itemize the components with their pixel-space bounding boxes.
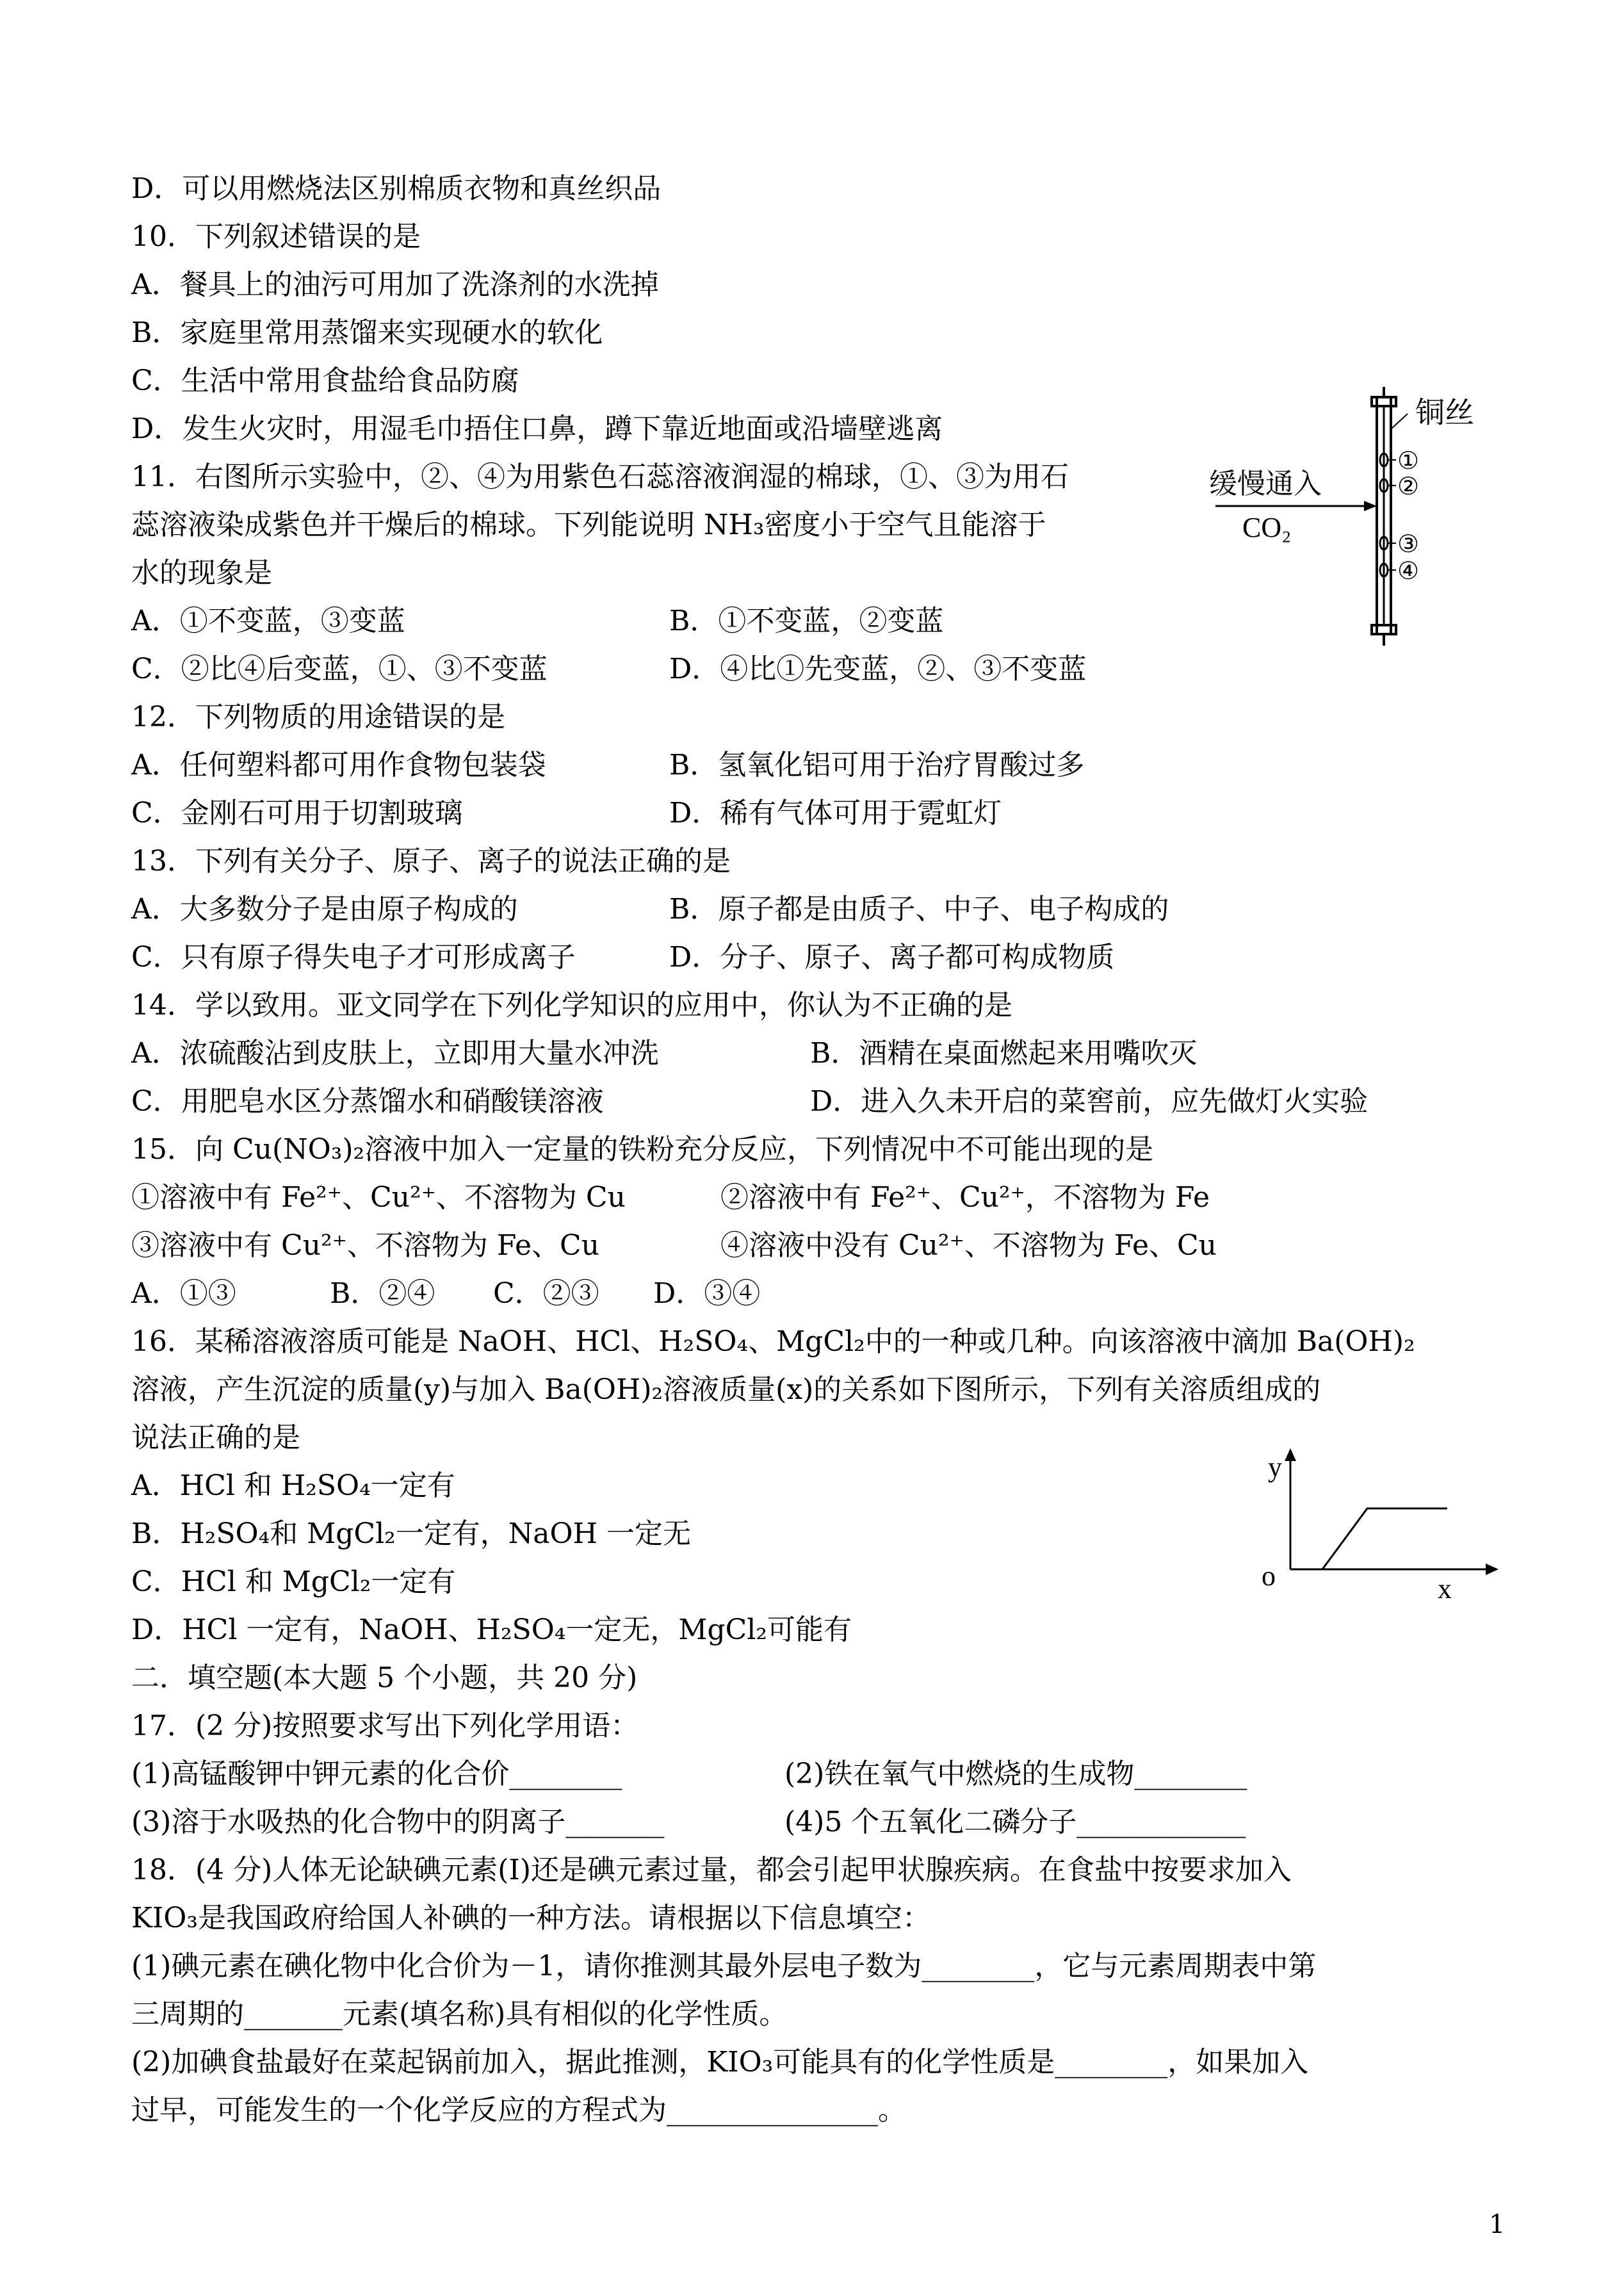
q9-option-d: D．可以用燃烧法区别棉质衣物和真丝织品 xyxy=(131,172,662,205)
q18-part-1-line1: (1)碘元素在碘化物中化合价为－1，请你推测其最外层电子数为________，它与元素周期表中第 xyxy=(131,1950,1317,1982)
q11-option-b: B．①不变蓝，②变蓝 xyxy=(669,605,944,637)
q11-option-c: C．②比④后变蓝，①、③不变蓝 xyxy=(131,653,548,685)
q10-option-b: B．家庭里常用蒸馏来实现硬水的软化 xyxy=(131,316,603,349)
ball-3-label: ③ xyxy=(1397,530,1420,558)
q14-option-c: C．用肥皂水区分蒸馏水和硝酸镁溶液 xyxy=(131,1085,604,1118)
q17-stem: 17．(2 分)按照要求写出下列化学用语： xyxy=(131,1710,639,1742)
q11-stem-line1: 11．右图所示实验中，②、④为用紫色石蕊溶液润湿的棉球，①、③为用石 xyxy=(131,461,1069,493)
q18-stem-line1: 18．(4 分)人体无论缺碘元素(I)还是碘元素过量，都会引起甲状腺疾病。在食盐中按要求加入 xyxy=(131,1854,1292,1886)
q13-option-d: D．分子、原子、离子都可构成物质 xyxy=(669,941,1115,974)
tube-experiment-figure xyxy=(1204,378,1498,653)
q15-case-3: ③溶液中有 Cu²⁺、不溶物为 Fe、Cu xyxy=(131,1229,600,1262)
q11-stem-line2: 蕊溶液染成紫色并干燥后的棉球。下列能说明 NH₃密度小于空气且能溶于 xyxy=(131,509,1046,541)
q18-part-2-line1: (2)加碘食盐最好在菜起锅前加入，据此推测，KIO₃可能具有的化学性质是________，如果加入 xyxy=(131,2046,1309,2079)
q10-option-a: A．餐具上的油污可用加了洗涤剂的水洗掉 xyxy=(131,268,659,301)
co2-label: CO₂ xyxy=(1242,512,1292,543)
q13-stem: 13．下列有关分子、原子、离子的说法正确的是 xyxy=(131,845,731,878)
q15-option-d: D．③④ xyxy=(653,1277,761,1310)
q16-stem-line2: 溶液，产生沉淀的质量(y)与加入 Ba(OH)₂溶液质量(x)的关系如下图所示，下列有关溶质组成的 xyxy=(131,1373,1321,1406)
q12-option-a: A．任何塑料都可用作食物包装袋 xyxy=(131,749,546,781)
q18-part-1-line2: 三周期的_______元素(填名称)具有相似的化学性质。 xyxy=(131,1998,788,2030)
q13-option-b: B．原子都是由质子、中子、电子构成的 xyxy=(669,893,1169,926)
q12-option-c: C．金刚石可用于切割玻璃 xyxy=(131,797,463,829)
q15-case-2: ②溶液中有 Fe²⁺、Cu²⁺，不溶物为 Fe xyxy=(720,1181,1210,1214)
q18-stem-line2: KIO₃是我国政府给国人补碘的一种方法。请根据以下信息填空： xyxy=(131,1902,930,1934)
q17-part-1: (1)高锰酸钾中钾元素的化合价________ xyxy=(131,1758,622,1790)
q15-case-4: ④溶液中没有 Cu²⁺、不溶物为 Fe、Cu xyxy=(720,1229,1217,1262)
inlet-label: 缓慢通入 xyxy=(1209,468,1322,500)
q16-option-a: A．HCl 和 H₂SO₄一定有 xyxy=(131,1469,455,1502)
q10-option-d: D．发生火灾时，用湿毛巾捂住口鼻，蹲下靠近地面或沿墙壁逃离 xyxy=(131,412,943,445)
q12-option-b: B．氢氧化铝可用于治疗胃酸过多 xyxy=(669,749,1085,781)
ball-1-label: ① xyxy=(1397,446,1420,475)
q17-part-3: (3)溶于水吸热的化合物中的阴离子_______ xyxy=(131,1806,665,1838)
q16-stem-line3: 说法正确的是 xyxy=(131,1421,300,1454)
graph-origin-label: o xyxy=(1262,1560,1276,1592)
q15-stem: 15．向 Cu(NO₃)₂溶液中加入一定量的铁粉充分反应，下列情况中不可能出现的是 xyxy=(131,1133,1154,1166)
q15-option-b: B．②④ xyxy=(330,1277,435,1310)
q10-stem: 10．下列叙述错误的是 xyxy=(131,220,421,253)
q14-option-b: B．酒精在桌面燃起来用嘴吹灭 xyxy=(810,1037,1198,1070)
q11-option-a: A．①不变蓝，③变蓝 xyxy=(131,605,405,637)
q14-option-a: A．浓硫酸沾到皮肤上，立即用大量水冲洗 xyxy=(131,1037,659,1070)
q13-option-c: C．只有原子得失电子才可形成离子 xyxy=(131,941,576,974)
q14-option-d: D．进入久未开启的菜窖前，应先做灯火实验 xyxy=(810,1085,1368,1118)
q14-stem: 14．学以致用。亚文同学在下列化学知识的应用中，你认为不正确的是 xyxy=(131,989,1012,1022)
copper-wire-label: 铜丝 xyxy=(1415,396,1474,429)
ball-4-label: ④ xyxy=(1397,557,1420,585)
q16-stem-line1: 16．某稀溶液溶质可能是 NaOH、HCl、H₂SO₄、MgCl₂中的一种或几种。向该溶液中滴加 Ba(OH)₂ xyxy=(131,1325,1415,1358)
q16-option-c: C．HCl 和 MgCl₂一定有 xyxy=(131,1565,456,1598)
q12-option-d: D．稀有气体可用于霓虹灯 xyxy=(669,797,1002,829)
q17-part-2: (2)铁在氧气中燃烧的生成物________ xyxy=(784,1758,1247,1790)
q15-option-c: C．②③ xyxy=(493,1277,599,1310)
q11-option-d: D．④比①先变蓝，②、③不变蓝 xyxy=(669,653,1087,685)
q17-part-4: (4)5 个五氧化二磷分子____________ xyxy=(784,1806,1246,1838)
q15-case-1: ①溶液中有 Fe²⁺、Cu²⁺、不溶物为 Cu xyxy=(131,1181,626,1214)
q13-option-a: A．大多数分子是由原子构成的 xyxy=(131,893,518,926)
graph-y-label: y xyxy=(1268,1451,1282,1483)
page-number: 1 xyxy=(1489,2210,1506,2239)
q16-option-b: B．H₂SO₄和 MgCl₂一定有，NaOH 一定无 xyxy=(131,1517,691,1550)
ball-2-label: ② xyxy=(1397,472,1420,500)
precipitate-graph-figure xyxy=(1249,1444,1505,1611)
q15-option-a: A．①③ xyxy=(131,1277,236,1310)
q10-option-c: C．生活中常用食盐给食品防腐 xyxy=(131,364,519,397)
section-2-heading: 二．填空题(本大题 5 个小题，共 20 分) xyxy=(131,1662,638,1694)
q11-stem-line3: 水的现象是 xyxy=(131,557,272,589)
graph-x-label: x xyxy=(1438,1573,1452,1605)
q16-option-d: D．HCl 一定有，NaOH、H₂SO₄一定无，MgCl₂可能有 xyxy=(131,1613,852,1646)
q18-part-2-line2: 过早，可能发生的一个化学反应的方程式为_______________。 xyxy=(131,2094,906,2127)
q12-stem: 12．下列物质的用途错误的是 xyxy=(131,701,505,733)
